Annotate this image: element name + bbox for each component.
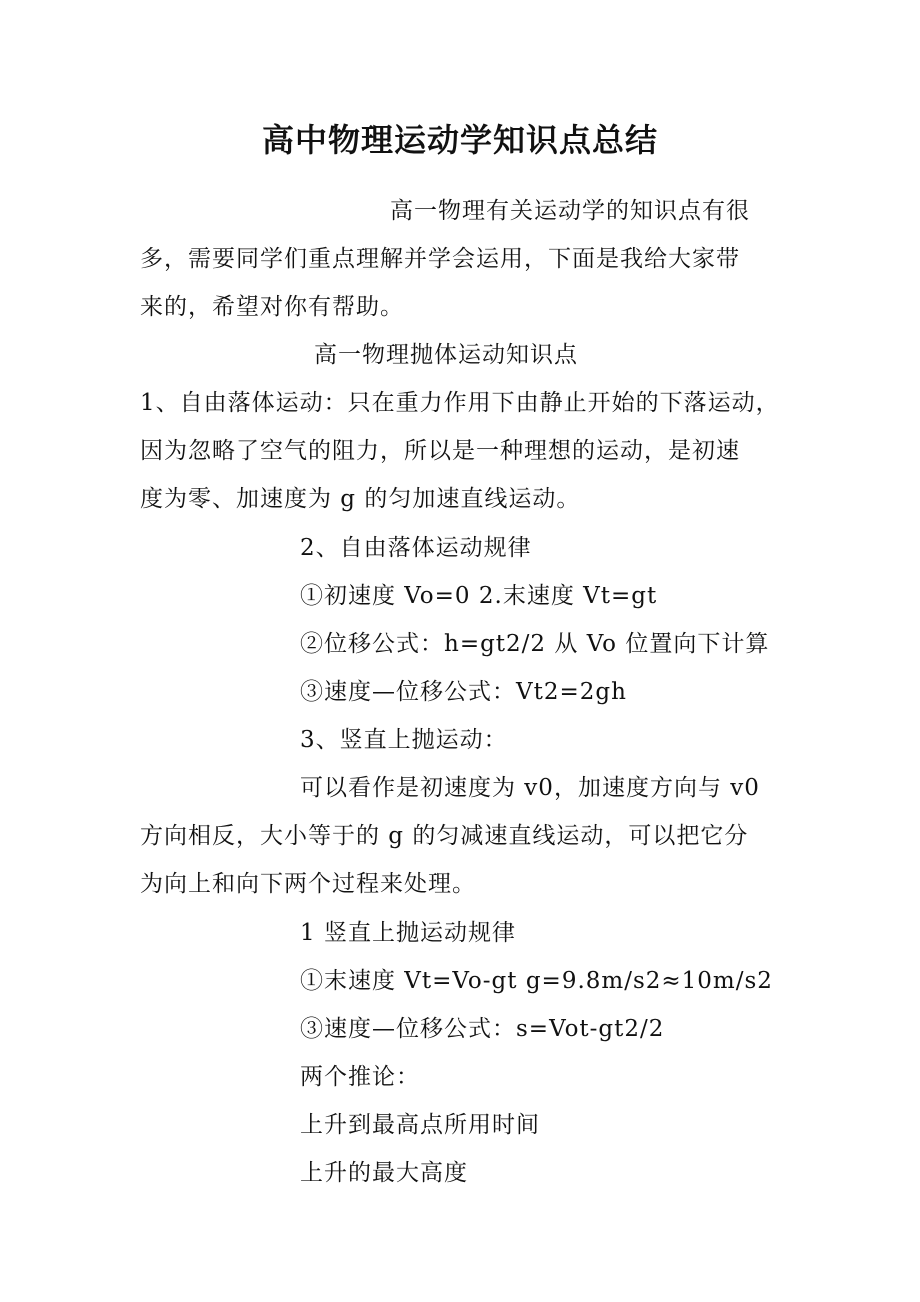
item3-desc-line-2: 方向相反，大小等于的 g 的匀减速直线运动，可以把它分 xyxy=(140,823,749,849)
intro-line-1: 高一物理有关运动学的知识点有很 xyxy=(390,198,750,224)
item2-formula-3: ③速度—位移公式：Vt2=2gh xyxy=(300,679,627,705)
corollaries-heading: 两个推论： xyxy=(300,1064,420,1090)
item3-desc-line-3: 为向上和向下两个过程来处理。 xyxy=(140,871,476,897)
item3-desc-line-1: 可以看作是初速度为 v0，加速度方向与 v0 xyxy=(300,775,760,801)
item1-line-3: 度为零、加速度为 g 的匀加速直线运动。 xyxy=(140,486,581,512)
intro-line-2: 多，需要同学们重点理解并学会运用，下面是我给大家带 xyxy=(140,246,740,272)
corollary-2: 上升的最大高度 xyxy=(300,1160,468,1186)
section-heading: 高一物理抛体运动知识点 xyxy=(314,342,578,368)
item1-line-1: 1、自由落体运动：只在重力作用下由静止开始的下落运动， xyxy=(140,390,780,416)
item3-heading: 3、竖直上抛运动： xyxy=(300,727,508,753)
item3-rules-heading: 1 竖直上抛运动规律 xyxy=(300,920,516,946)
item2-formula-1: ①初速度 Vo=0 2.末速度 Vt=gt xyxy=(300,583,658,609)
document-title: 高中物理运动学知识点总结 xyxy=(261,121,658,159)
item3-formula-1: ①末速度 Vt=Vo-gt g=9.8m/s2≈10m/s2 xyxy=(300,968,773,994)
intro-line-3: 来的，希望对你有帮助。 xyxy=(140,294,404,320)
item2-heading: 2、自由落体运动规律 xyxy=(300,535,532,561)
item3-formula-2: ③速度—位移公式：s=Vot-gt2/2 xyxy=(300,1016,665,1042)
item2-formula-2: ②位移公式：h=gt2/2 从 Vo 位置向下计算 xyxy=(300,631,770,657)
item1-line-2: 因为忽略了空气的阻力，所以是一种理想的运动，是初速 xyxy=(140,438,740,464)
corollary-1: 上升到最高点所用时间 xyxy=(300,1112,540,1138)
